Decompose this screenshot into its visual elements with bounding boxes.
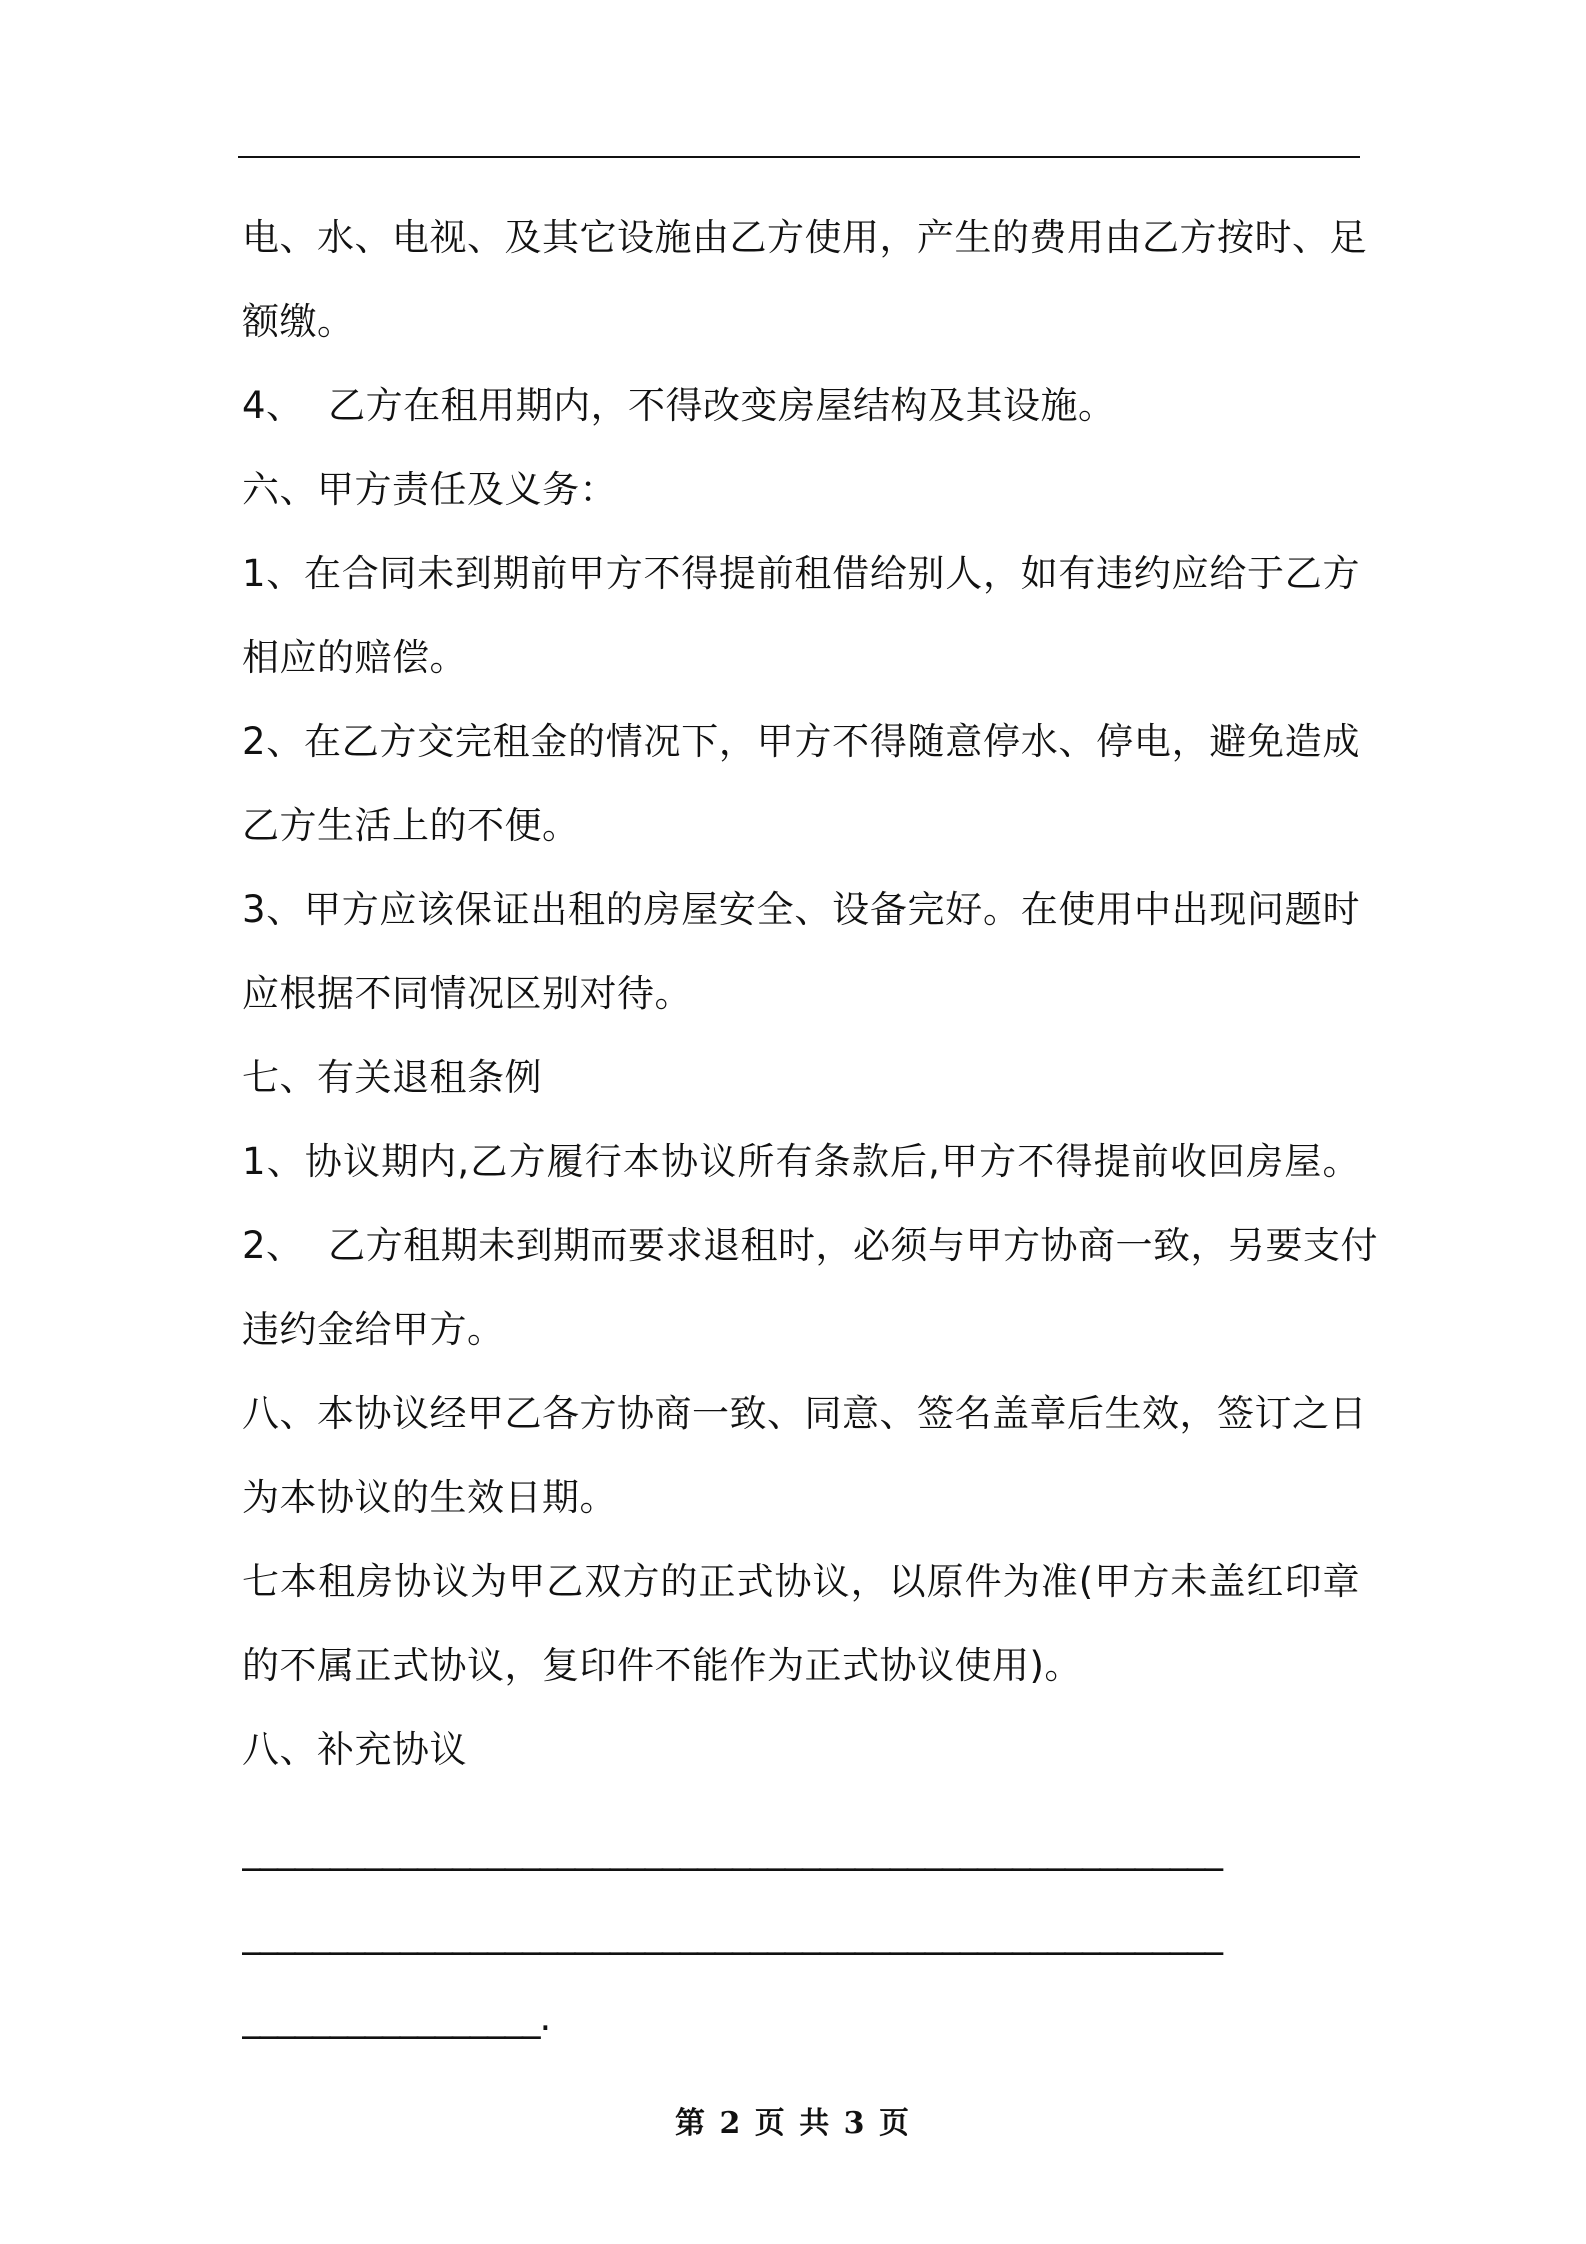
- paragraph-line: 的不属正式协议，复印件不能作为正式协议使用)。: [242, 1644, 1082, 1687]
- fill-in-blank-line: ________________________________________________________: [242, 1912, 1222, 1955]
- fill-in-blank-line: ________________________________________________________: [242, 1828, 1222, 1871]
- section-heading: 八、补充协议: [242, 1728, 467, 1771]
- paragraph-line: 违约金给甲方。: [242, 1308, 505, 1351]
- paragraph-line: 电、水、电视、及其它设施由乙方使用，产生的费用由乙方按时、足: [242, 216, 1367, 259]
- paragraph-line: 2、 乙方租期未到期而要求退租时，必须与甲方协商一致，另要支付: [242, 1224, 1379, 1267]
- section-heading: 六、甲方责任及义务：: [242, 468, 617, 511]
- paragraph-line: 乙方生活上的不便。: [242, 804, 580, 847]
- paragraph-line: 相应的赔偿。: [242, 636, 467, 679]
- paragraph-line: 1、协议期内,乙方履行本协议所有条款后,甲方不得提前收回房屋。: [242, 1140, 1360, 1183]
- paragraph-line: 1、在合同未到期前甲方不得提前租借给别人，如有违约应给于乙方: [242, 552, 1360, 595]
- paragraph-line: 七本租房协议为甲乙双方的正式协议，以原件为准(甲方未盖红印章: [242, 1560, 1360, 1603]
- fill-in-blank-line: _________________.: [242, 1996, 551, 2039]
- paragraph-line: 2、在乙方交完租金的情况下，甲方不得随意停水、停电，避免造成: [242, 720, 1360, 763]
- paragraph-line: 额缴。: [242, 300, 355, 343]
- paragraph-line: 为本协议的生效日期。: [242, 1476, 617, 1519]
- document-body: [242, 196, 1379, 2060]
- header-rule: [238, 156, 1360, 158]
- paragraph-line: 3、甲方应该保证出租的房屋安全、设备完好。在使用中出现问题时: [242, 888, 1360, 931]
- paragraph-line: 八、本协议经甲乙各方协商一致、同意、签名盖章后生效，签订之日: [242, 1392, 1367, 1435]
- page-number-footer: 第 2 页 共 3 页: [675, 2106, 911, 2141]
- section-heading: 七、有关退租条例: [242, 1056, 542, 1099]
- paragraph-line: 应根据不同情况区别对待。: [242, 972, 692, 1015]
- paragraph-line: 4、 乙方在租用期内，不得改变房屋结构及其设施。: [242, 384, 1116, 427]
